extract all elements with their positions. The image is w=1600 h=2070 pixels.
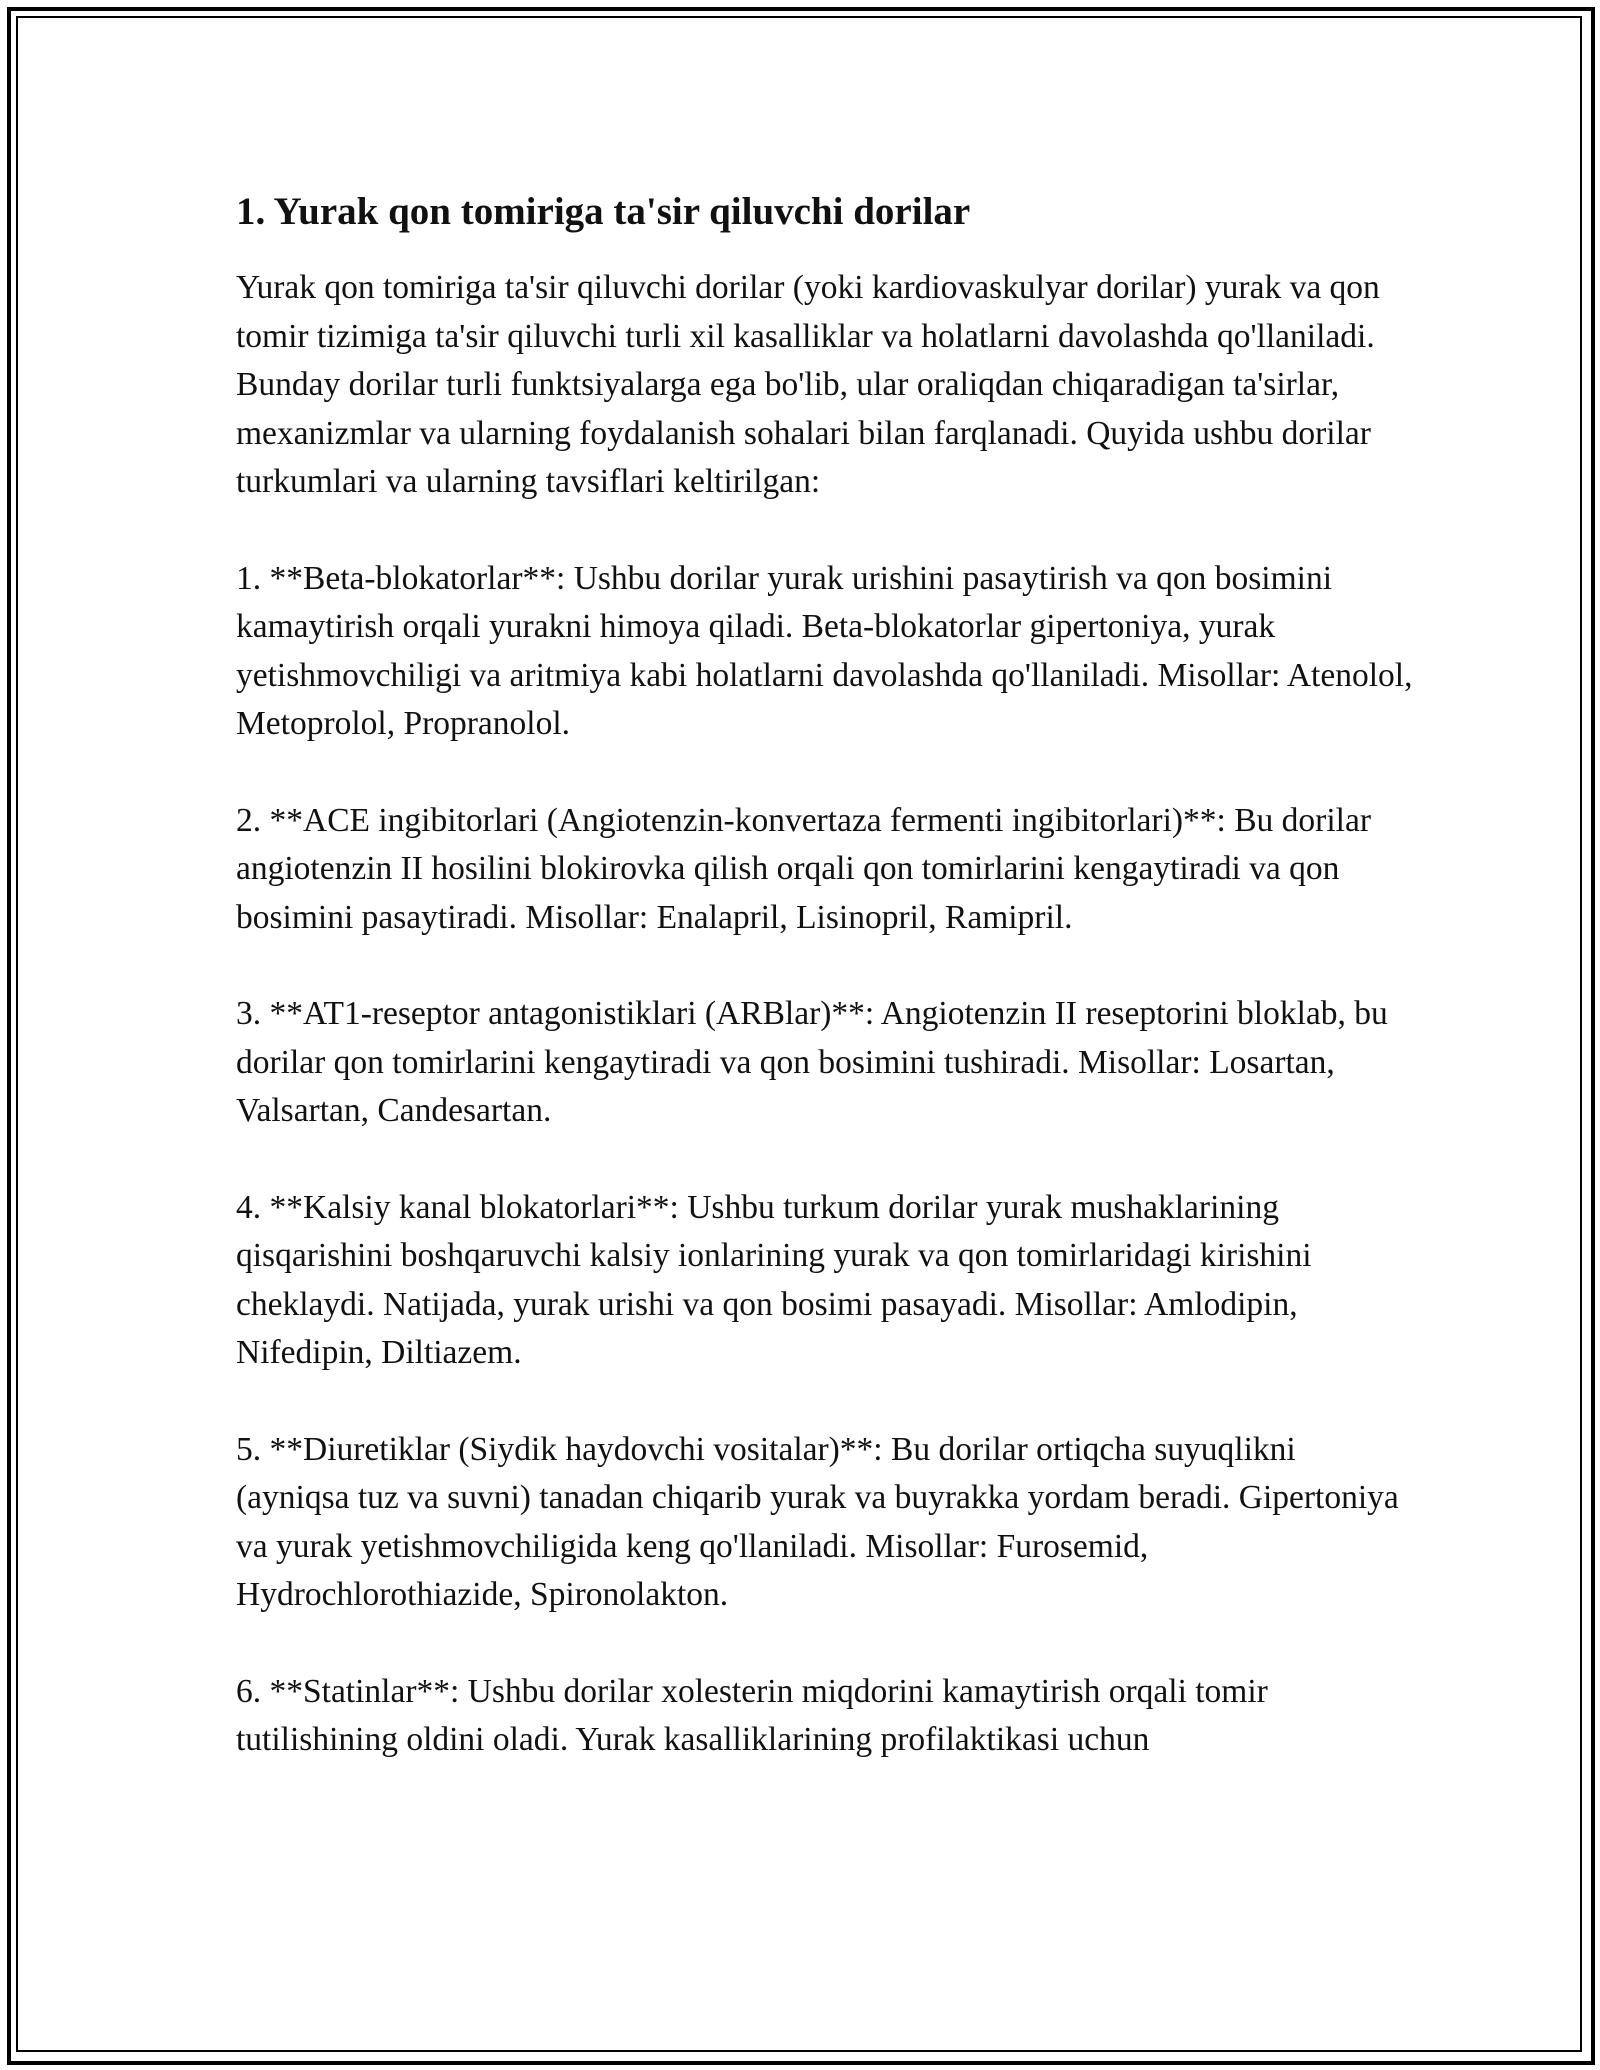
document-body <box>236 186 1416 1813</box>
beta-blockers-paragraph: 1. **Beta-blokatorlar**: Ushbu dorilar yurak urishini pasaytirish va qon bosimini kamaytirish orqali yurakni himoya qiladi. Beta-blokatorlar gipertoniya, yurak yetishmovchiligi va aritmiya kabi holatlarni davolashda qo'llaniladi. Misollar: Atenolol, Metoprolol, Propranolol. <box>236 559 1413 742</box>
arb-paragraph: 3. **AT1-reseptor antagonistiklari (ARBlar)**: Angiotenzin II reseptorini bloklab, bu dorilar qon tomirlarini kengaytiradi va qon bosimini tushiradi. Misollar: Losartan, Valsartan, Candesartan. <box>236 995 1388 1129</box>
diuretics-paragraph: 5. **Diuretiklar (Siydik haydovchi vositalar)**: Bu dorilar ortiqcha suyuqlikni (ayniqsa tuz va suvni) tanadan chiqarib yurak va buyrakka yordam beradi. Gipertoniya va yurak yetishmovchiligida keng qo'llaniladi. Misollar: Furosemid, Hydrochlorothiazide, Spironolakton. <box>236 1430 1399 1613</box>
intro-paragraph: Yurak qon tomiriga ta'sir qiluvchi dorilar (yoki kardiovaskulyar dorilar) yurak va qon tomir tizimiga ta'sir qiluvchi turli xil kasalliklar va holatlarni davolashda qo'llaniladi. Bunday dorilar turli funktsiyalarga ega bo'lib, ular oraliqdan chiqaradigan ta'sirlar, mexanizmlar va ularning foydalanish sohalari bilan farqlanadi. Quyida ushbu dorilar turkumlari va ularning tavsiflari keltirilgan: <box>236 269 1380 500</box>
statins-paragraph: 6. **Statinlar**: Ushbu dorilar xolesterin miqdorini kamaytirish orqali tomir tutilishining oldini oladi. Yurak kasalliklarining profilaktikasi uchun <box>236 1672 1268 1758</box>
ace-inhibitors-paragraph: 2. **ACE ingibitorlari (Angiotenzin-konvertaza fermenti ingibitorlari)**: Bu dorilar angiotenzin II hosilini blokirovka qilish orqali qon tomirlarini kengaytiradi va qon bosimini pasaytiradi. Misollar: Enalapril, Lisinopril, Ramipril. <box>236 801 1371 936</box>
calcium-channel-blockers-paragraph: 4. **Kalsiy kanal blokatorlari**: Ushbu turkum dorilar yurak mushaklarining qisqarishini boshqaruvchi kalsiy ionlarining yurak va qon tomirlaridagi kirishini cheklaydi. Natijada, yurak urishi va qon bosimi pasayadi. Misollar: Amlodipin, Nifedipin, Diltiazem. <box>236 1188 1312 1371</box>
document-title: 1. Yurak qon tomiriga ta'sir qiluvchi dorilar <box>236 190 971 233</box>
